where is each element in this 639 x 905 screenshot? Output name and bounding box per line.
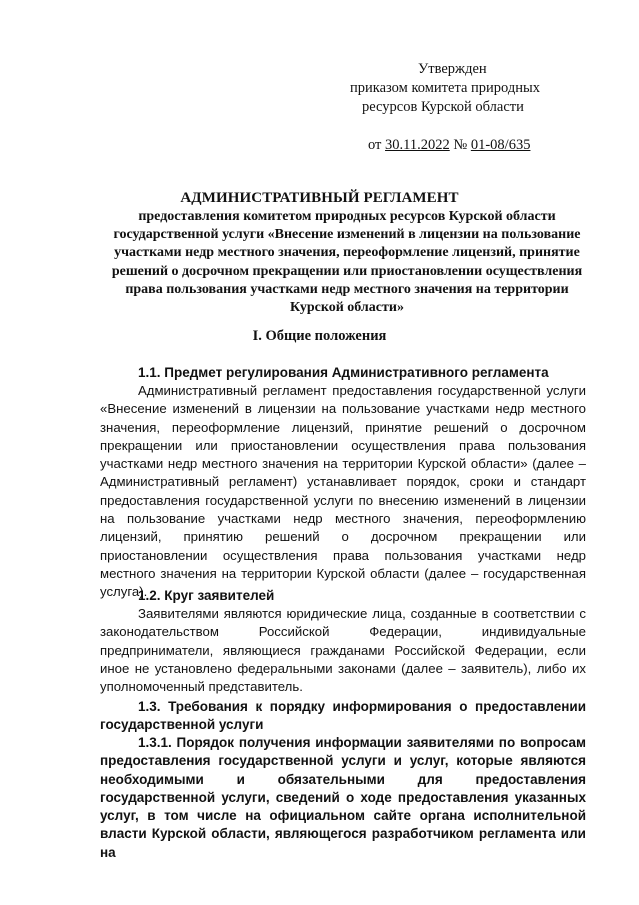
approval-date-number <box>300 136 600 155</box>
approval-line-approved: Утвержден <box>418 61 487 77</box>
section-title: I. Общие положения <box>252 328 387 344</box>
approval-date: 30.11.2022 <box>385 137 450 153</box>
section-1-3-1-text: 1.3.1. Порядок получения информации заявителями по вопросам предоставления государственной услуги и услуг, которые являются необходимыми и обязательными для предоставления государственной услуги, сведений о ходе предоставления указанных услуг, в том числе на официальном сайте органа исполнительной власти Курской области, являющегося разработчиком регламента или на <box>100 735 586 860</box>
document-title: АДМИНИСТРАТИВНЫЙ РЕГЛАМЕНТ <box>180 190 459 206</box>
section-1-2-heading: 1.2. Круг заявителей <box>138 588 275 603</box>
approval-block <box>300 60 600 155</box>
document-subtitle: предоставления комитетом природных ресурсов Курской области государственной услуги «Внесение изменений в лицензии на пользование участками недр местного значения, переоформление лицензий, принятие решений о досрочном прекращении или приостановлении осуществления права пользования участками недр местного значения на территории Курской области» <box>111 209 583 316</box>
section-1-1-heading: 1.1. Предмет регулирования Административного регламента <box>138 365 549 380</box>
section-1-3-heading: 1.3. Требования к порядку информирования о предоставлении государственной услуги <box>100 699 586 733</box>
approval-line-committee: ресурсов Курской области <box>362 99 524 115</box>
section-1-2-text: Заявителями являются юридические лица, созданные в соответствии с законодательством Российской Федерации, индивидуальные предприниматели, являющиеся гражданами Российской Федерации, если иное не установлено федеральными законами (далее – заявитель), либо их уполномоченный представитель. <box>100 606 586 695</box>
approval-number-sign: № <box>449 137 471 153</box>
approval-prefix: от <box>368 137 386 153</box>
section-1-1-text: Административный регламент предоставления государственной услуги «Внесение изменений в лицензии на пользование участками недр местного значения, переоформление лицензий, принятие решений о досрочном прекращении или приостановлении осуществления права пользования участками недр местного значения на территории Курской области» (далее – Административный регламент) устанавливает порядок, сроки и стандарт предоставления государственной услуги по внесению изменений в лицензии на пользование участками недр местного значения, переоформлению лицензий, принятию решений о досрочном прекращении или приостановлении осуществления права пользования участками недр местного значения на территории Курской области (далее – государственная услуга). <box>100 383 586 600</box>
approval-number: 01-08/635 <box>470 137 531 153</box>
approval-line-order: приказом комитета природных <box>350 80 540 96</box>
